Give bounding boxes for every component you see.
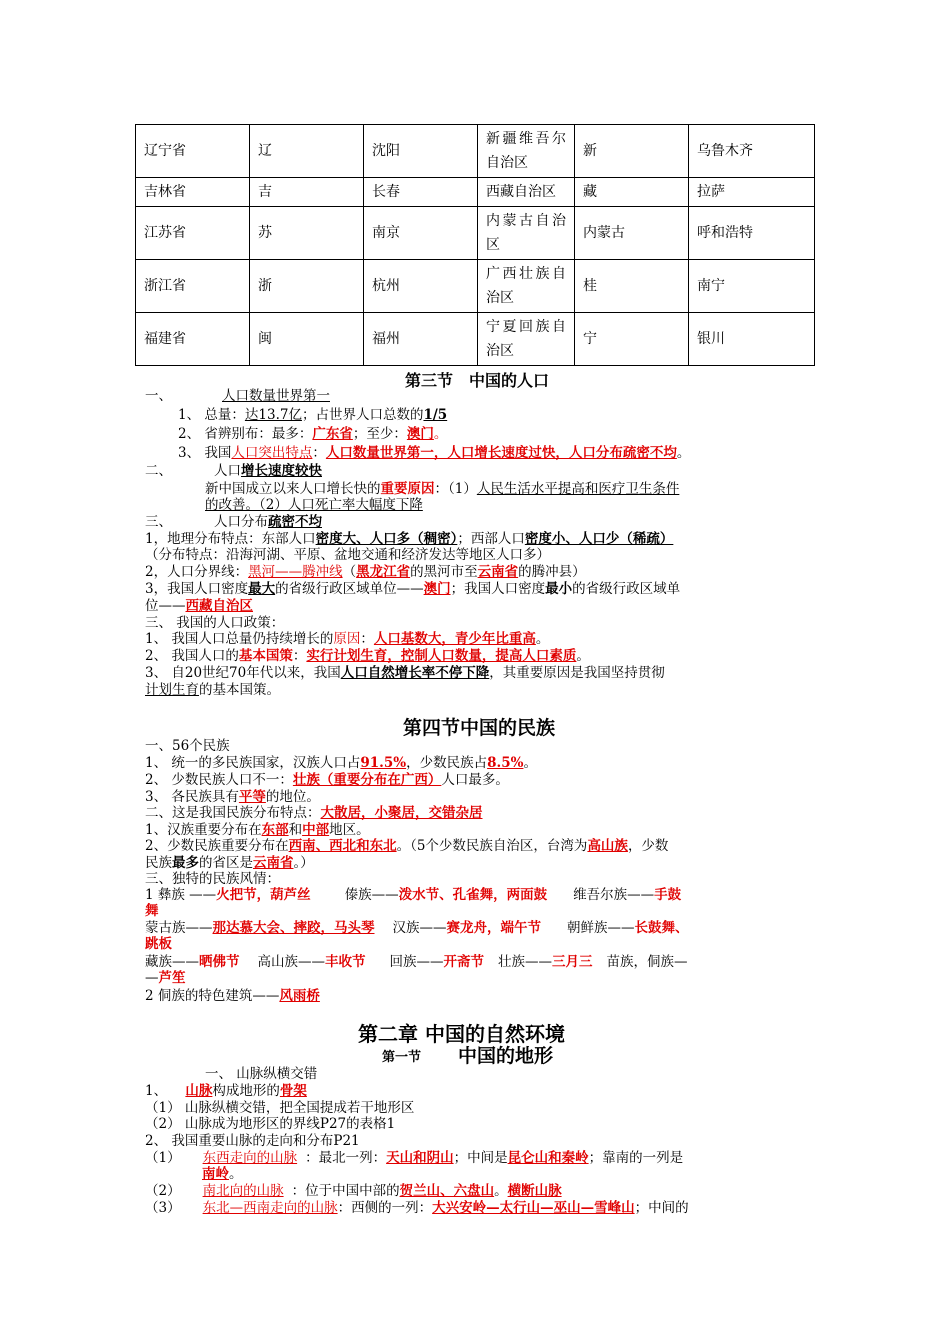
text: 1/5 [423, 407, 448, 423]
text: 舞 [145, 903, 159, 919]
text: 人口 [214, 463, 241, 479]
table-cell: 内蒙古自治区 [478, 207, 575, 260]
text: 一、56个民族 [145, 738, 230, 754]
table-cell: 杭州 [364, 260, 478, 313]
text: 重要原因 [380, 481, 435, 497]
pop-line-13 [145, 665, 665, 682]
text: 计划生育 [145, 682, 199, 698]
eth-custom-1 [145, 887, 681, 904]
text: 澳门 [406, 426, 434, 442]
table-cell: 苏 [250, 207, 364, 260]
table-cell: 广西壮族自治区 [478, 260, 575, 313]
text: 新中国成立以来人口增长快的 [205, 481, 381, 497]
text: ，其重要原因是我国坚持贯彻 [489, 665, 665, 681]
text: 东部 [261, 822, 289, 838]
text: 云南省 [253, 855, 294, 871]
text: 昆仑山和秦岭 [507, 1150, 589, 1166]
text: 1、 我国人口总量仍持续增长的 [145, 631, 334, 647]
table-cell: 吉林省 [136, 178, 250, 207]
table-cell: 江苏省 [136, 207, 250, 260]
text: 1、 总量： [178, 407, 245, 423]
text: 壮族—— [498, 954, 552, 970]
text: 赛龙舟，端午节 [446, 920, 541, 936]
text: 一、 山脉纵横交错 [205, 1066, 318, 1082]
text: 的地位。 [265, 789, 320, 805]
heading-population-policy [145, 615, 284, 632]
terrain-line-2 [145, 1100, 414, 1117]
text: 的基本国策。 [199, 682, 280, 698]
table-cell: 南京 [364, 207, 478, 260]
terrain-line-4 [145, 1133, 360, 1150]
table-cell: 乌鲁木齐 [689, 125, 815, 178]
text: 汉族—— [392, 920, 447, 936]
text: 大兴安岭—太行山—巫山—雪峰山 [432, 1200, 635, 1216]
text: （3） [145, 1200, 181, 1216]
text: 蒙古族—— [145, 920, 213, 936]
text: ；至少： [352, 426, 407, 442]
eth-heading-3 [145, 871, 280, 888]
text: 二、 [145, 463, 172, 479]
text: 手鼓 [654, 887, 682, 903]
table-cell: 福建省 [136, 313, 250, 366]
text: 2，人口分界线： [145, 564, 249, 580]
terrain-line-3 [145, 1116, 395, 1133]
text: 密度小、人口少（稀疏） [524, 531, 674, 547]
text: 最小 [545, 581, 573, 597]
text: 跳板 [145, 936, 172, 952]
text: 最多 [172, 855, 199, 871]
table-cell: 沈阳 [364, 125, 478, 178]
text: 达13.7亿 [244, 407, 302, 423]
table-cell: 拉萨 [689, 178, 815, 207]
text: ：最北一列： [305, 1150, 387, 1166]
text: 的省级行政区域单 [572, 581, 681, 597]
eth-custom-2 [145, 920, 689, 937]
table-cell: 藏 [575, 178, 689, 207]
text: ： [292, 648, 307, 664]
eth-heading-2 [145, 805, 483, 822]
text: 黑龙江省 [356, 564, 411, 580]
province-table [135, 124, 815, 366]
text: 云南省 [477, 564, 519, 580]
text: 人口 [222, 388, 249, 404]
text: 人口分布 [214, 514, 268, 530]
text: 藏族—— [145, 954, 199, 970]
text: 增长速度较快 [241, 463, 322, 479]
text: 广东省 [312, 426, 353, 442]
text: 的腾冲县） [518, 564, 586, 580]
text: 1、 统一的多民族国家，汉族人口占 [145, 755, 361, 771]
table-cell: 呼和浩特 [689, 207, 815, 260]
text: 傣族—— [344, 887, 399, 903]
table-cell: 新疆维吾尔自治区 [478, 125, 575, 178]
text: 中部 [302, 822, 330, 838]
text: 数量世界第一 [249, 388, 330, 404]
text: 8.5% [487, 755, 524, 771]
text: 天山和阴山 [386, 1150, 454, 1166]
text: ；中间是 [453, 1150, 508, 1166]
text: 泼水节、孔雀舞，两面鼓 [398, 887, 548, 903]
text: 3、 各民族具有 [145, 789, 239, 805]
eth-custom-4 [145, 988, 320, 1005]
text: 2、 省辨别布：最多： [178, 426, 313, 442]
text: 。（5个少数民族自治区，台湾为 [396, 838, 588, 854]
table-row [136, 260, 815, 313]
text: 人口数量世界第一，人口增长速度过快，人口分布疏密不均 [325, 445, 677, 461]
eth-custom-2b [145, 936, 172, 953]
text: 3，我国人口密度 [145, 581, 249, 597]
table-cell: 长春 [364, 178, 478, 207]
pop-line-7 [145, 547, 550, 564]
text: 3、 自20世纪70年代以来，我国 [145, 665, 341, 681]
table-row [136, 178, 815, 207]
pop-line-12: 2、 我国人口的基本国策：实行计划生育，控制人口数量，提高人口素质。 [145, 648, 590, 664]
text: 那达慕大会、摔跤，马头琴 [212, 920, 375, 936]
table-cell: 南宁 [689, 260, 815, 313]
text: 1，地理分布特点：东部人口 [145, 531, 316, 547]
pop-line-1 [178, 407, 447, 424]
pop-line-6 [145, 531, 673, 548]
text: ，少数 [627, 838, 669, 854]
text: 民族 [145, 855, 172, 871]
terrain-line-5 [145, 1150, 683, 1167]
text: 一、 [145, 388, 172, 404]
text: 丰收节 [325, 954, 366, 970]
text: ： [360, 631, 374, 647]
text: 2、 我国重要山脉的走向和分布P21 [145, 1133, 360, 1149]
heading-population-3 [145, 514, 322, 531]
eth-line-6 [145, 855, 314, 872]
table-cell: 宁 [575, 313, 689, 366]
table-cell: 闽 [250, 313, 364, 366]
text: 2、 少数民族人口不一： [145, 772, 293, 788]
pop-line-10 [145, 598, 253, 615]
text: 人民生活水平提高和医疗卫生条件 [476, 481, 680, 497]
terrain-line-8 [145, 1200, 689, 1217]
text: 高山族—— [257, 954, 325, 970]
text: 人口基数大，青少年比重高 [373, 631, 536, 647]
text: 火把节，葫芦丝 [216, 887, 311, 903]
heading-population-1 [145, 388, 330, 405]
table-row [136, 125, 815, 178]
text: ： [312, 445, 326, 461]
text: 。 [494, 1183, 508, 1199]
text: 芦笙 [158, 970, 186, 986]
table-cell: 浙 [250, 260, 364, 313]
text: （2） [145, 1183, 181, 1199]
table-row [136, 313, 815, 366]
pop-line-2: 2、 省辨别布：最多：广东省；至少：澳门。 [178, 426, 448, 442]
text: 的改善。（2）人口死亡率大幅度下降 [205, 497, 423, 513]
eth-line-3 [145, 789, 320, 806]
terrain-line-6 [202, 1166, 243, 1183]
table-cell: 桂 [575, 260, 689, 313]
text: 3、 我国 [178, 445, 232, 461]
text: ；中间的 [634, 1200, 689, 1216]
text: 原因 [333, 631, 361, 647]
text: 西南、西北和东北 [288, 838, 397, 854]
text: ；占世界人口总数的 [301, 407, 424, 423]
table-cell: 福州 [364, 313, 478, 366]
text: — [145, 970, 159, 986]
text: 地区。 [329, 822, 370, 838]
pop-line-9 [145, 581, 680, 598]
text: 的省级行政区域单位—— [275, 581, 424, 597]
text: 横断山脉 [507, 1183, 562, 1199]
text: 朝鲜族—— [567, 920, 635, 936]
text: 2、 我国人口的 [145, 648, 239, 664]
text: 东西走向的山脉 [202, 1150, 298, 1166]
text: 和 [288, 822, 303, 838]
text: （2） 山脉成为地形区的界线P27的表格1 [145, 1116, 396, 1132]
chapter-title: 第二章 中国的自然环境 [358, 1022, 565, 1046]
text: 开斋节 [443, 954, 484, 970]
text: 骨架 [279, 1083, 307, 1099]
pop-line-3: 3、 我国人口突出特点：人口数量世界第一，人口增长速度过快，人口分布疏密不均。 [178, 445, 691, 461]
text: 基本国策 [238, 648, 293, 664]
text: 人口自然增长率不停下降 [340, 665, 490, 681]
eth-line-1: 1、 统一的多民族国家，汉族人口占91.5%，少数民族占8.5%。 [145, 755, 537, 771]
text: 实行计划生育，控制人口数量，提高人口素质 [306, 648, 577, 664]
text: 三月三 [552, 954, 593, 970]
table-cell: 辽 [250, 125, 364, 178]
text: 维吾尔族—— [573, 887, 655, 903]
text: 二、这是我国民族分布特点： [145, 805, 321, 821]
text: 东北—西南走向的山脉 [202, 1200, 338, 1216]
text: 黑河——腾冲线 [248, 564, 343, 580]
text: 2、少数民族重要分布在 [145, 838, 289, 854]
text: 风雨桥 [279, 988, 320, 1004]
text: ；西部人口 [457, 531, 525, 547]
text: 。 [229, 1166, 243, 1182]
table-row [136, 207, 815, 260]
text: 的省区是 [199, 855, 253, 871]
text: 2 侗族的特色建筑—— [145, 988, 280, 1004]
pop-line-14 [145, 682, 280, 699]
pop-line-8 [145, 564, 586, 581]
text: 高山族 [587, 838, 628, 854]
section-label-small: 第一节 [382, 1050, 422, 1065]
text: （1） [145, 1150, 181, 1166]
table-cell: 宁夏回族自治区 [478, 313, 575, 366]
text: 回族—— [389, 954, 444, 970]
pop-line-11: 1、 我国人口总量仍持续增长的原因：人口基数大，青少年比重高。 [145, 631, 550, 647]
text: 平等 [238, 789, 266, 805]
text: 疏密不均 [268, 514, 322, 530]
text: 贺兰山、六盘山 [399, 1183, 495, 1199]
text: 大散居，小聚居，交错杂居 [320, 805, 483, 821]
table-cell: 浙江省 [136, 260, 250, 313]
section-title-ethnic: 第四节中国的民族 [403, 717, 556, 739]
table-cell: 新 [575, 125, 689, 178]
table-cell: 内蒙古 [575, 207, 689, 260]
table-cell: 辽宁省 [136, 125, 250, 178]
text: 。） [293, 855, 314, 871]
section-title-terrain: 中国的地形 [458, 1045, 554, 1067]
text: 1、汉族重要分布在 [145, 822, 262, 838]
eth-custom-1b [145, 903, 159, 920]
terrain-line-1 [145, 1083, 307, 1100]
text: 澳门 [423, 581, 451, 597]
text: （ [342, 564, 357, 580]
text: 壮族（重要分布在广西） [292, 772, 442, 788]
text: ；靠南的一列是 [588, 1150, 684, 1166]
text: 三、独特的民族风情： [145, 871, 280, 887]
table-cell: 吉 [250, 178, 364, 207]
text: 长鼓舞、 [634, 920, 689, 936]
text: ，少数民族占 [406, 755, 488, 771]
eth-custom-3b [145, 970, 186, 987]
text: 西藏自治区 [185, 598, 253, 614]
text: （分布特点：沿海河湖、平原、盆地交通和经济发达等地区人口多） [145, 547, 550, 563]
table-cell: 西藏自治区 [478, 178, 575, 207]
text: 苗族，侗族— [606, 954, 688, 970]
text: 三、 我国的人口政策： [145, 615, 285, 631]
terrain-line-7 [145, 1183, 562, 1200]
text: 山脉 [185, 1083, 213, 1099]
text: 密度大、人口多（稠密） [315, 531, 458, 547]
text: ：（1） [434, 481, 477, 497]
text: 1 彝族 —— [145, 887, 217, 903]
terrain-heading-1 [205, 1066, 317, 1083]
text: 人口突出特点 [231, 445, 313, 461]
eth-line-2 [145, 772, 509, 789]
pop-line-4 [205, 481, 679, 498]
text: 最大 [248, 581, 276, 597]
section-title-population: 第三节 中国的人口 [405, 371, 550, 390]
text: 晒佛节 [199, 954, 240, 970]
text: ：西侧的一列： [337, 1200, 433, 1216]
text: 的黑河市至 [410, 564, 478, 580]
eth-line-4 [145, 822, 370, 839]
text: 南北向的山脉 [202, 1183, 284, 1199]
text: 1、 [145, 1083, 172, 1099]
eth-heading-1 [145, 738, 230, 755]
text: 南岭 [202, 1166, 229, 1182]
pop-line-5 [205, 497, 423, 514]
table-cell: 银川 [689, 313, 815, 366]
text: （1） 山脉纵横交错，把全国提成若干地形区 [145, 1100, 415, 1116]
eth-custom-3 [145, 954, 688, 971]
eth-line-5 [145, 838, 668, 855]
text: 人口最多。 [441, 772, 509, 788]
heading-population-2 [145, 463, 322, 480]
text: 91.5% [360, 755, 407, 771]
text: 三、 [145, 514, 172, 530]
text: 构成地形的 [212, 1083, 280, 1099]
text: ：位于中国中部的 [291, 1183, 400, 1199]
text: 位—— [145, 598, 186, 614]
text: ；我国人口密度 [450, 581, 546, 597]
